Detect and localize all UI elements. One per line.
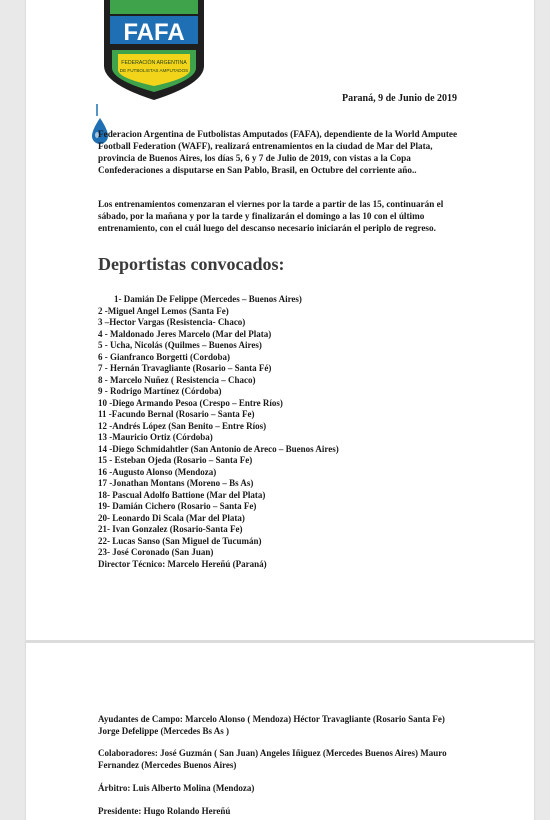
list-item: 20- Leonardo Di Scala (Mar del Plata) <box>98 512 245 523</box>
section-heading: Deportistas convocados: <box>98 254 285 274</box>
document-page <box>26 0 534 820</box>
list-item: 8 - Marcelo Nuñez ( Resistencia – Chaco) <box>98 374 256 385</box>
list-item: 22- Lucas Sanso (San Miguel de Tucumán) <box>98 535 262 546</box>
list-item: 2 -Miguel Angel Lemos (Santa Fe) <box>98 305 229 316</box>
list-item: 11 -Facundo Bernal (Rosario – Santa Fe) <box>98 409 255 419</box>
list-item: 10 -Diego Armando Pesoa (Crespo – Entre Ríos) <box>98 397 283 408</box>
svg-text:FEDERACIÓN ARGENTINA: FEDERACIÓN ARGENTINA <box>121 60 187 66</box>
list-item: 1- Damián De Felippe (Mercedes – Buenos Aires) <box>114 294 302 304</box>
referee: Árbitro: Luis Alberto Molina (Mendoza) <box>98 783 255 793</box>
list-item: 6 - Gianfranco Borgetti (Cordoba) <box>98 351 230 362</box>
list-item: 9 - Rodrigo Martínez (Córdoba) <box>98 386 222 396</box>
intro-paragraph: Federacion Argentina de Futbolistas Amputados (FAFA), dependiente de la World Amputee Football Federation (WAFF), realizará entrenamientos en la ciudad de Mar del Plata, provincia de Buenos Aires, los días 5, 6 y 7 de Julio de 2019, con vistas a la Copa Confederaciones a disputarse en San Pablo, Brasil, en Octubre del corriente año.. <box>98 129 458 175</box>
list-item: 7 - Hernán Travagliante (Rosario – Santa Fé) <box>98 363 272 373</box>
svg-text:FAFA: FAFA <box>123 19 185 46</box>
list-item: 16 -Augusto Alonso (Mendoza) <box>98 466 217 477</box>
collaborators: Colaboradores: José Guzmán ( San Juan) Angeles Iñiguez (Mercedes Buenos Aires) Mauro Fernandez (Mercedes Buenos Aires) <box>98 748 447 770</box>
list-item: 23- José Coronado (San Juan) <box>98 547 214 557</box>
technical-director: Director Técnico: Marcelo Hereñú (Paraná) <box>98 558 267 569</box>
fafa-logo <box>98 0 210 100</box>
list-item: 21- Ivan Gonzalez (Rosario-Santa Fe) <box>98 524 243 534</box>
page-break <box>26 640 534 643</box>
players-list <box>98 294 339 570</box>
list-item: 18- Pascual Adolfo Battione (Mar del Plata) <box>98 489 266 500</box>
list-item: 17 -Jonathan Montans (Moreno – Bs As) <box>98 478 254 488</box>
field-assistants: Ayudantes de Campo: Marcelo Alonso ( Mendoza) Héctor Travagliante (Rosario Santa Fe) Jorge Defelippe (Mercedes Bs As ) <box>98 714 445 736</box>
list-item: 15 - Esteban Ojeda (Rosario – Santa Fe) <box>98 455 253 465</box>
svg-text:DE FUTBOLISTAS AMPUTADOS: DE FUTBOLISTAS AMPUTADOS <box>119 68 189 73</box>
list-item: 14 -Diego Schmidahtler (San Antonio de Areco – Buenos Aires) <box>98 443 339 454</box>
training-paragraph: Los entrenamientos comenzaran el viernes por la tarde a partir de las 15, continuarán el sábado, por la mañana y por la tarde y finalizarán el domingo a las 10 con el último entrenamiento, con el cuál luego del descanso necesario iniciarán el periplo de regreso. <box>98 199 444 233</box>
list-item: 5 - Ucha, Nicolás (Quilmes – Buenos Aires) <box>98 340 262 350</box>
list-item: 12 -Andrés López (San Benito – Entre Ríos) <box>98 420 267 431</box>
list-item: 19- Damián Cichero (Rosario – Santa Fe) <box>98 501 257 511</box>
president: Presidente: Hugo Rolando Hereñú <box>98 806 231 816</box>
document-date: Paraná, 9 de Junio de 2019 <box>342 93 458 104</box>
list-item: 3 –Hector Vargas (Resistencia- Chaco) <box>98 317 246 327</box>
list-item: 13 -Mauricio Ortiz (Córdoba) <box>98 432 213 442</box>
list-item: 4 - Maldonado Jeres Marcelo (Mar del Plata) <box>98 328 272 339</box>
